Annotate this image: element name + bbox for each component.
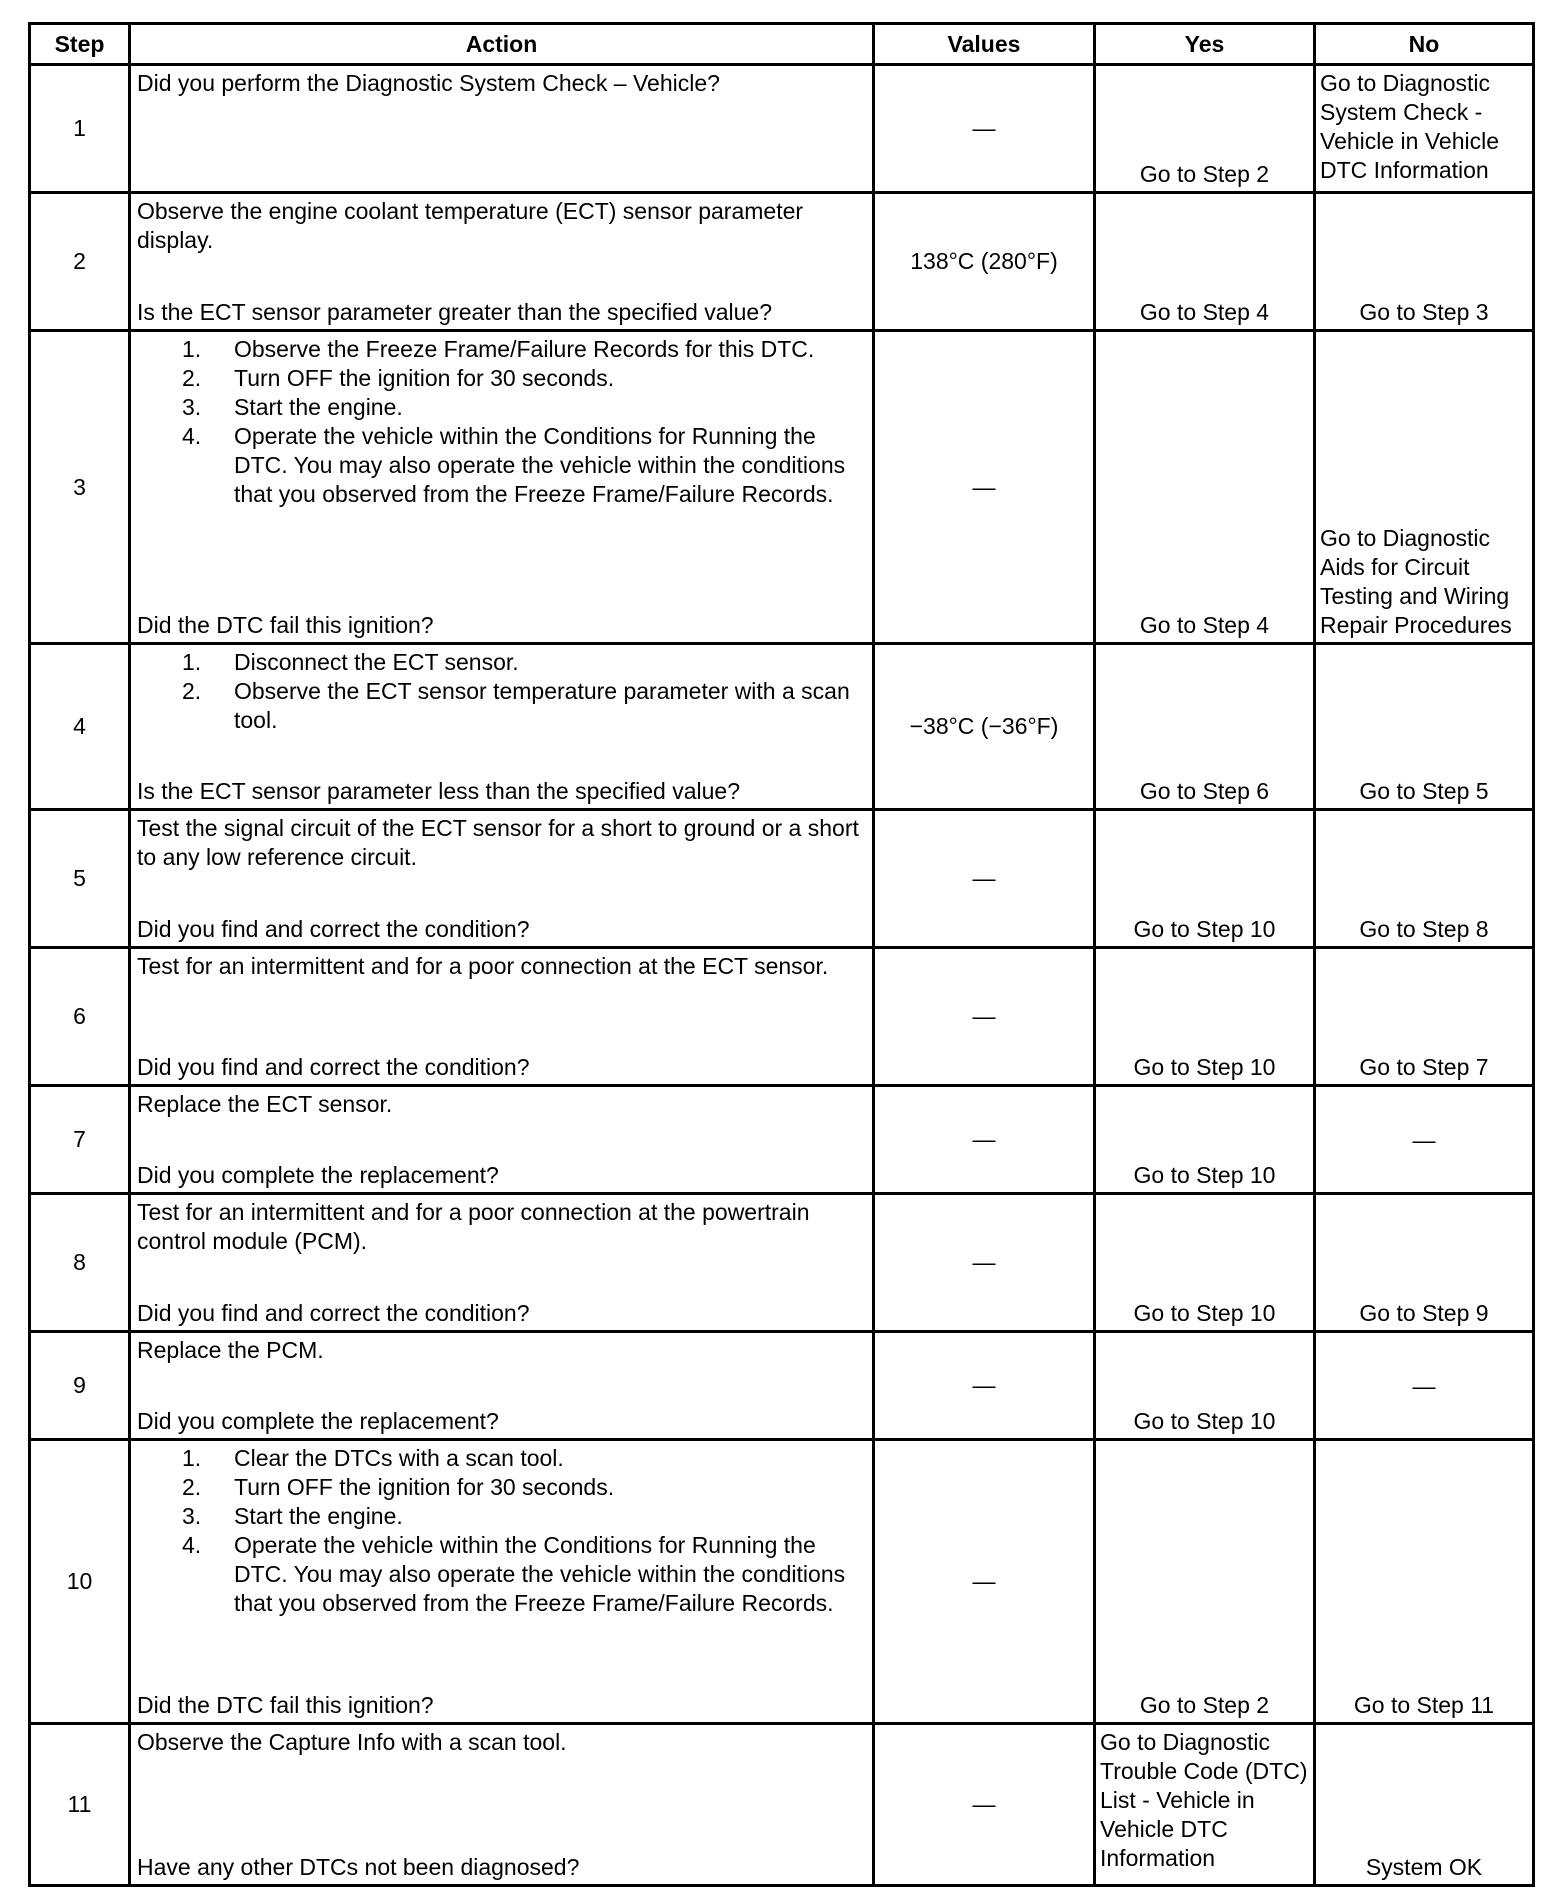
- action-cell: [130, 65, 874, 193]
- step-number: 9: [30, 1332, 130, 1440]
- yes-cell: [1095, 331, 1315, 644]
- no-text: Go to Diagnostic System Check - Vehicle in Vehicle DTC Information: [1320, 70, 1500, 183]
- value-cell: —: [874, 1440, 1095, 1724]
- action-cell: [130, 948, 874, 1086]
- header-step: Step: [30, 24, 130, 65]
- action-list: [137, 1444, 866, 1618]
- no-text: Go to Step 9: [1359, 1300, 1489, 1326]
- no-cell: [1315, 331, 1534, 644]
- action-text: Observe the Capture Info with a scan tool.: [137, 1729, 567, 1755]
- step-number: 11: [30, 1724, 130, 1886]
- step-number: 1: [30, 65, 130, 193]
- action-cell: [130, 1194, 874, 1332]
- action-list-number: 3.: [182, 1503, 202, 1529]
- value-cell: —: [874, 65, 1095, 193]
- action-list-number: 3.: [182, 394, 202, 420]
- action-list-item: [137, 393, 866, 422]
- value-cell: —: [874, 810, 1095, 948]
- action-list-item: [137, 335, 866, 364]
- value-cell: —: [874, 1724, 1095, 1886]
- step-number: 10: [30, 1440, 130, 1724]
- yes-cell: [1095, 1724, 1315, 1886]
- action-cell: [130, 1086, 874, 1194]
- yes-text: Go to Step 10: [1133, 1300, 1276, 1326]
- yes-text: Go to Step 10: [1133, 1408, 1276, 1434]
- action-list-number: 2.: [182, 1474, 202, 1500]
- action-question: Is the ECT sensor parameter greater than the specified value?: [137, 299, 772, 325]
- yes-text: Go to Step 4: [1139, 612, 1270, 638]
- yes-text: Go to Step 2: [1139, 161, 1270, 187]
- step-number: 3: [30, 331, 130, 644]
- action-list-text: Clear the DTCs with a scan tool.: [234, 1445, 564, 1471]
- table-row: [30, 810, 1534, 948]
- header-no: No: [1315, 24, 1534, 65]
- yes-text: Go to Step 10: [1133, 1054, 1276, 1080]
- action-list-text: Observe the ECT sensor temperature parameter with a scan tool.: [234, 678, 850, 733]
- action-question: Did you complete the replacement?: [137, 1408, 499, 1434]
- action-list-text: Operate the vehicle within the Conditions for Running the DTC. You may also operate the vehicle within the conditions that you observed from the Freeze Frame/Failure Records.: [234, 423, 846, 507]
- table-row: [30, 193, 1534, 331]
- no-cell: [1315, 1086, 1534, 1194]
- yes-cell: [1095, 810, 1315, 948]
- action-question: Is the ECT sensor parameter less than the specified value?: [137, 778, 741, 804]
- value-cell: —: [874, 1332, 1095, 1440]
- action-list-text: Disconnect the ECT sensor.: [234, 649, 519, 675]
- value-cell: −38°C (−36°F): [874, 644, 1095, 810]
- step-number: 4: [30, 644, 130, 810]
- action-list-number: 4.: [182, 1532, 202, 1558]
- action-text: Test for an intermittent and for a poor connection at the powertrain control module (PCM).: [137, 1199, 810, 1254]
- action-list-item: [137, 677, 866, 735]
- action-list-text: Start the engine.: [234, 394, 403, 420]
- yes-text: Go to Step 6: [1139, 778, 1270, 804]
- no-cell: [1315, 948, 1534, 1086]
- no-cell: [1315, 1194, 1534, 1332]
- no-text: System OK: [1365, 1854, 1483, 1880]
- yes-text: Go to Step 2: [1139, 1692, 1270, 1718]
- action-cell: [130, 193, 874, 331]
- table-row: [30, 65, 1534, 193]
- yes-cell: [1095, 1086, 1315, 1194]
- table-row: [30, 948, 1534, 1086]
- step-number: 8: [30, 1194, 130, 1332]
- step-number: 7: [30, 1086, 130, 1194]
- no-cell: [1315, 644, 1534, 810]
- action-list-text: Turn OFF the ignition for 30 seconds.: [234, 1474, 615, 1500]
- no-text: Go to Step 5: [1359, 778, 1489, 804]
- value-cell: —: [874, 948, 1095, 1086]
- header-row: [30, 24, 1534, 65]
- action-list-item: [137, 1444, 866, 1473]
- step-number: 2: [30, 193, 130, 331]
- action-cell: [130, 810, 874, 948]
- action-list: [137, 335, 866, 509]
- value-cell: —: [874, 331, 1095, 644]
- yes-cell: [1095, 644, 1315, 810]
- yes-text: Go to Diagnostic Trouble Code (DTC) List - Vehicle in Vehicle DTC Information: [1100, 1729, 1308, 1871]
- action-list-item: [137, 648, 866, 677]
- action-text: Did you perform the Diagnostic System Check – Vehicle?: [137, 70, 720, 96]
- action-list-item: [137, 422, 866, 509]
- action-list-text: Turn OFF the ignition for 30 seconds.: [234, 365, 615, 391]
- header-yes: Yes: [1095, 24, 1315, 65]
- yes-cell: [1095, 1194, 1315, 1332]
- action-list: [137, 648, 866, 735]
- action-question: Did the DTC fail this ignition?: [137, 612, 434, 638]
- no-text: —: [1412, 1372, 1436, 1399]
- yes-cell: [1095, 65, 1315, 193]
- value-cell: —: [874, 1194, 1095, 1332]
- action-cell: [130, 1332, 874, 1440]
- value-cell: —: [874, 1086, 1095, 1194]
- action-list-number: 1.: [182, 336, 202, 362]
- no-text: Go to Step 8: [1359, 916, 1489, 942]
- table-row: [30, 1724, 1534, 1886]
- table-row: [30, 331, 1534, 644]
- step-number: 6: [30, 948, 130, 1086]
- yes-cell: [1095, 948, 1315, 1086]
- no-cell: [1315, 65, 1534, 193]
- action-cell: [130, 644, 874, 810]
- yes-text: Go to Step 10: [1133, 1162, 1276, 1188]
- action-list-item: [137, 1502, 866, 1531]
- step-number: 5: [30, 810, 130, 948]
- action-cell: [130, 1724, 874, 1886]
- table-row: [30, 1332, 1534, 1440]
- action-list-number: 1.: [182, 649, 202, 675]
- header-action: Action: [130, 24, 874, 65]
- header-values: Values: [874, 24, 1095, 65]
- yes-text: Go to Step 4: [1139, 299, 1270, 325]
- no-cell: [1315, 193, 1534, 331]
- action-text: Test the signal circuit of the ECT sensor for a short to ground or a short to any low reference circuit.: [137, 815, 859, 870]
- no-text: Go to Step 3: [1359, 299, 1489, 325]
- action-list-number: 1.: [182, 1445, 202, 1471]
- table-row: [30, 1086, 1534, 1194]
- no-cell: [1315, 810, 1534, 948]
- action-cell: [130, 1440, 874, 1724]
- action-list-text: Operate the vehicle within the Conditions for Running the DTC. You may also operate the vehicle within the conditions that you observed from the Freeze Frame/Failure Records.: [234, 1532, 846, 1616]
- no-cell: [1315, 1440, 1534, 1724]
- action-list-item: [137, 1531, 866, 1618]
- table-row: [30, 1194, 1534, 1332]
- action-cell: [130, 331, 874, 644]
- no-text: Go to Diagnostic Aids for Circuit Testing and Wiring Repair Procedures: [1320, 525, 1512, 638]
- yes-cell: [1095, 1440, 1315, 1724]
- action-question: Did you find and correct the condition?: [137, 916, 530, 942]
- no-text: —: [1412, 1126, 1436, 1153]
- action-list-number: 2.: [182, 678, 202, 704]
- action-text: Test for an intermittent and for a poor connection at the ECT sensor.: [137, 953, 829, 979]
- no-cell: [1315, 1724, 1534, 1886]
- value-cell: 138°C (280°F): [874, 193, 1095, 331]
- table-row: [30, 644, 1534, 810]
- action-list-text: Start the engine.: [234, 1503, 403, 1529]
- action-question: Did you complete the replacement?: [137, 1162, 499, 1188]
- no-text: Go to Step 7: [1359, 1054, 1489, 1080]
- diagnostic-table: [28, 22, 1535, 1887]
- action-text: Replace the ECT sensor.: [137, 1091, 393, 1117]
- no-cell: [1315, 1332, 1534, 1440]
- action-text: Observe the engine coolant temperature (ECT) sensor parameter display.: [137, 198, 804, 253]
- action-list-item: [137, 1473, 866, 1502]
- action-list-text: Observe the Freeze Frame/Failure Records for this DTC.: [234, 336, 815, 362]
- action-question: Did you find and correct the condition?: [137, 1300, 530, 1326]
- action-question: Did the DTC fail this ignition?: [137, 1692, 434, 1718]
- action-list-number: 4.: [182, 423, 202, 449]
- action-question: Have any other DTCs not been diagnosed?: [137, 1854, 580, 1880]
- action-question: Did you find and correct the condition?: [137, 1054, 530, 1080]
- yes-cell: [1095, 193, 1315, 331]
- no-text: Go to Step 11: [1353, 1692, 1495, 1718]
- yes-text: Go to Step 10: [1133, 916, 1276, 942]
- action-text: Replace the PCM.: [137, 1337, 324, 1363]
- action-list-item: [137, 364, 866, 393]
- table-row: [30, 1440, 1534, 1724]
- action-list-number: 2.: [182, 365, 202, 391]
- yes-cell: [1095, 1332, 1315, 1440]
